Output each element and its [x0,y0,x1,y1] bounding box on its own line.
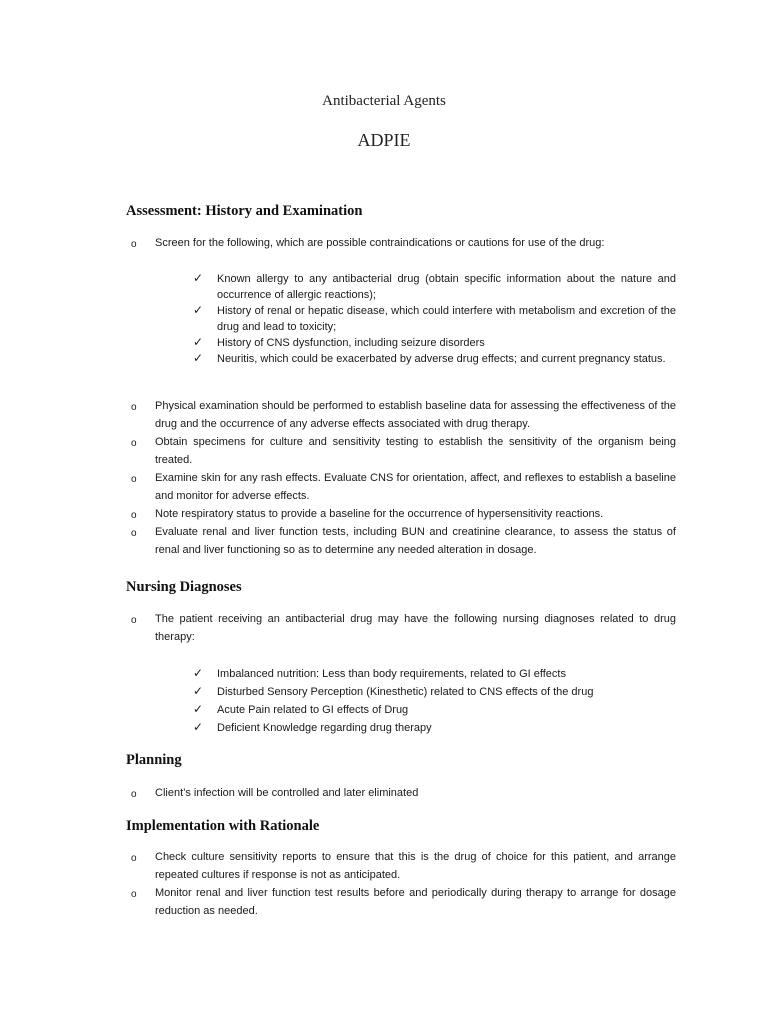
assessment-item: Note respiratory status to provide a baseline for the occurrence of hypersensitivity reactions. [155,508,604,520]
bullet-marker: o [131,789,137,800]
list-item: ✓ Disturbed Sensory Perception (Kinesthetic) related to CNS effects of the drug [193,684,594,698]
checkmark-icon: ✓ [193,666,204,680]
list-item: ✓ Known allergy to any antibacterial drug (obtain specific information about the nature and occurrence of allergic reactions); [193,271,676,301]
bullet-marker: o [131,239,137,250]
section-heading-planning: Planning [126,752,182,768]
checkmark-icon: ✓ [193,351,204,365]
bullet-marker: o [131,474,137,485]
list-item: ✓ History of CNS dysfunction, including seizure disorders [193,335,485,349]
assessment-item: Examine skin for any rash effects. Evaluate CNS for orientation, affect, and reflexes to establish a baseline and monitor for adverse effects. [155,472,676,502]
assessment-item: Obtain specimens for culture and sensitivity testing to establish the sensitivity of the organism being treated. [155,436,676,466]
implementation-item: Monitor renal and liver function test results before and periodically during therapy to arrange for dosage reduction as needed. [155,887,676,917]
list-item: ✓ Imbalanced nutrition: Less than body requirements, related to GI effects [193,666,566,680]
list-item: ✓ History of renal or hepatic disease, which could interfere with metabolism and excretion of the drug and lead to toxicity; [193,303,676,333]
bullet-marker: o [131,853,137,864]
list-item: ✓ Deficient Knowledge regarding drug therapy [193,720,432,734]
checkmark-icon: ✓ [193,702,204,716]
bullet-marker: o [131,510,137,521]
implementation-item: Check culture sensitivity reports to ensure that this is the drug of choice for this patient, and arrange repeated cultures if response is not as anticipated. [155,851,676,881]
assessment-check-list [193,271,676,367]
section-heading-assessment: Assessment: History and Examination [126,203,363,219]
diagnoses-intro: The patient receiving an antibacterial drug may have the following nursing diagnoses related to drug therapy: [155,613,676,643]
planning-item: Client’s infection will be controlled and later eliminated [155,787,419,799]
bullet-marker: o [131,402,137,413]
checkmark-icon: ✓ [193,335,204,349]
bullet-marker: o [131,889,137,900]
bullet-marker: o [131,438,137,449]
bullet-marker: o [131,528,137,539]
list-item: ✓ Neuritis, which could be exacerbated by adverse drug effects; and current pregnancy status. [193,351,666,365]
checkmark-icon: ✓ [193,720,204,734]
assessment-item: Evaluate renal and liver function tests, including BUN and creatinine clearance, to assess the status of renal and liver functioning so as to determine any needed alteration in dosage. [155,526,676,556]
list-item: ✓ Acute Pain related to GI effects of Drug [193,702,409,716]
checkmark-icon: ✓ [193,303,204,317]
section-heading-diagnoses: Nursing Diagnoses [126,579,242,595]
assessment-item: Physical examination should be performed to establish baseline data for assessing the effectiveness of the drug and the occurrence of any adverse effects associated with drug therapy. [155,400,676,430]
diagnoses-check-list [193,665,676,737]
document-title: Antibacterial Agents [322,93,446,109]
checkmark-icon: ✓ [193,271,204,285]
section-heading-implementation: Implementation with Rationale [126,818,320,834]
bullet-marker: o [131,615,137,626]
assessment-intro: Screen for the following, which are possible contraindications or cautions for use of the drug: [155,237,605,249]
checkmark-icon: ✓ [193,684,204,698]
document-subtitle: ADPIE [357,130,411,150]
